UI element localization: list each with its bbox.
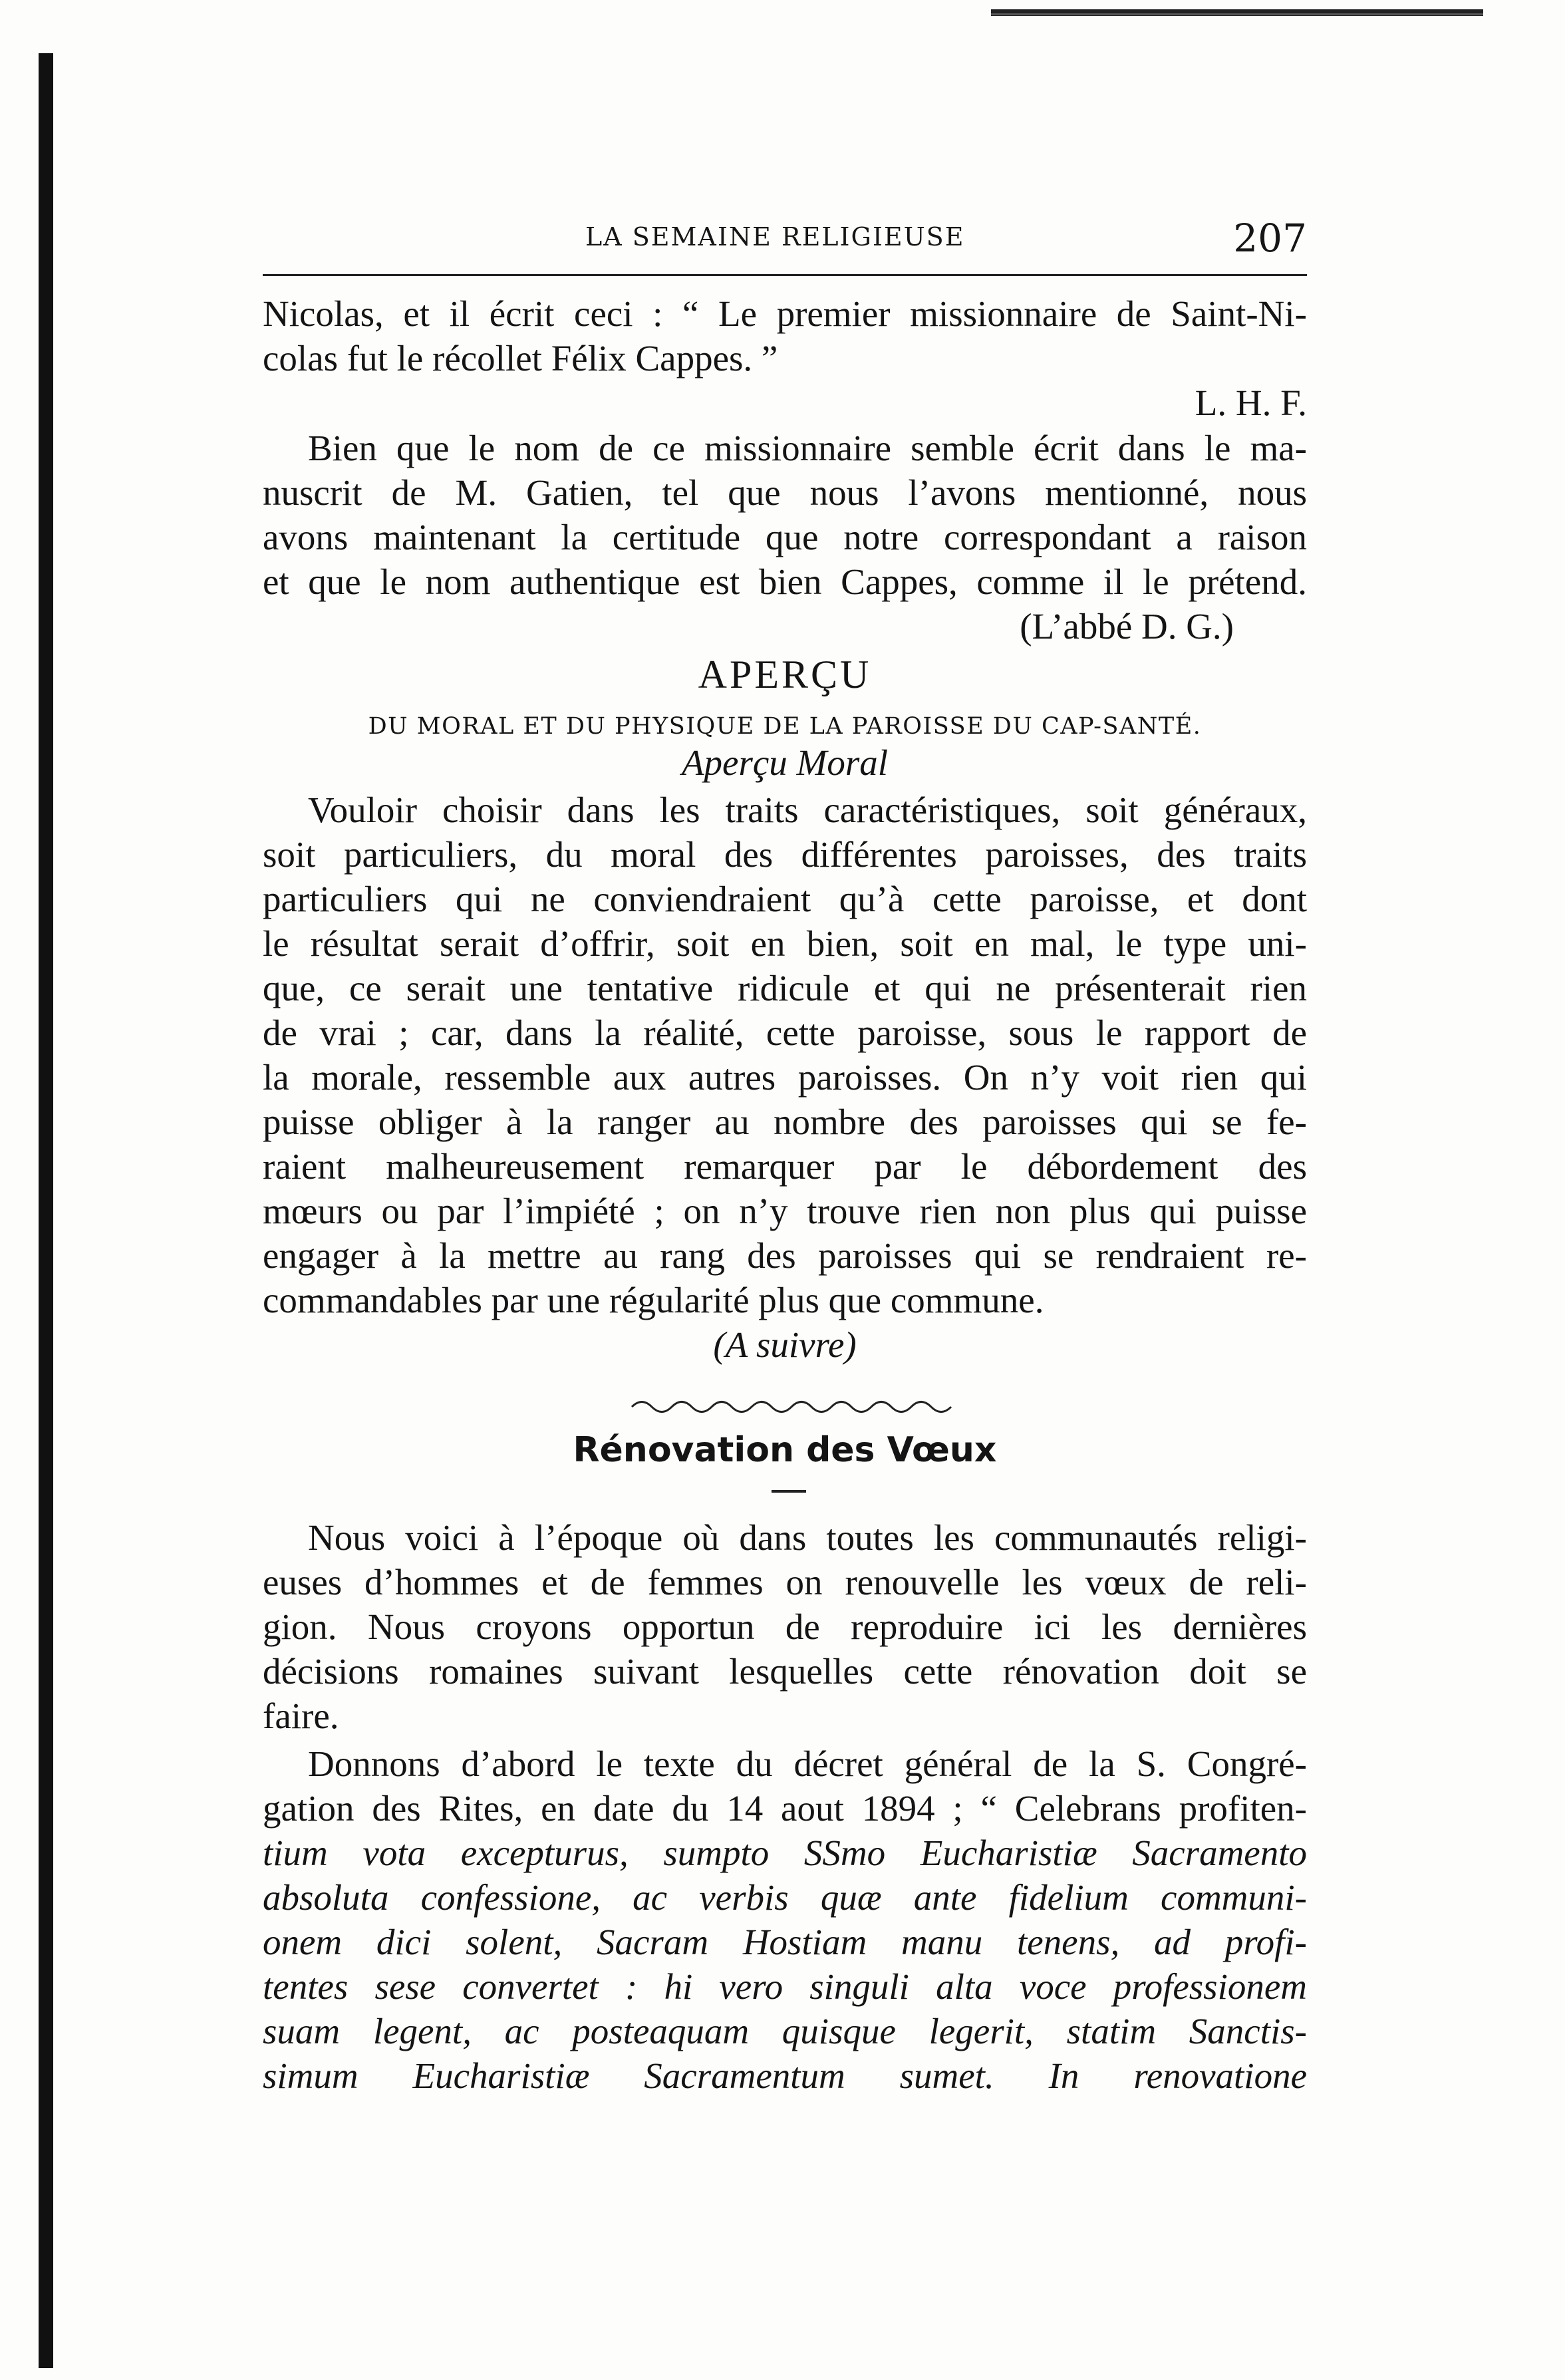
signature: (L’abbé D. G.) bbox=[1020, 606, 1234, 647]
text-line: colas fut le récollet Félix Cappes. ” bbox=[263, 338, 778, 378]
text-line: Vouloir choisir dans les traits caractéristiques, soit généraux, bbox=[308, 790, 1307, 830]
scan-edge-mark-thin bbox=[991, 13, 1483, 15]
continued-note: (A suivre) bbox=[713, 1324, 857, 1365]
text-line: euses d’hommes et de femmes on renouvelle les vœux de reli- bbox=[263, 1562, 1307, 1602]
section-heading: Aperçu Moral bbox=[681, 742, 889, 783]
text-line: tium vota excepturus, sumpto SSmo Eucharistiæ Sacramento bbox=[263, 1833, 1307, 1873]
running-title: LA SEMAINE RELIGIEUSE bbox=[585, 222, 965, 251]
binding-shadow bbox=[39, 53, 53, 2368]
text-line: gion. Nous croyons opportun de reproduire ici les dernières bbox=[263, 1606, 1307, 1647]
text-line: que, ce serait une tentative ridicule et qui ne présenterait rien bbox=[263, 968, 1307, 1008]
article-title: Rénovation des Vœux bbox=[573, 1430, 997, 1470]
text-line: la morale, ressemble aux autres paroisses. On n’y voit rien qui bbox=[263, 1057, 1307, 1098]
text-line: mœurs ou par l’impiété ; on n’y trouve rien non plus qui puisse bbox=[263, 1191, 1307, 1231]
text-line: raient malheureusement remarquer par le débordement des bbox=[263, 1146, 1307, 1187]
article-subtitle: DU MORAL ET DU PHYSIQUE DE LA PAROISSE DU CAP-SANTÉ. bbox=[368, 713, 1202, 740]
text-line: absoluta confessione, ac verbis quæ ante fidelium communi- bbox=[263, 1877, 1307, 1918]
text-line: Donnons d’abord le texte du décret général de la S. Congré- bbox=[308, 1743, 1307, 1784]
text-line: décisions romaines suivant lesquelles cette rénovation doit se bbox=[263, 1651, 1307, 1692]
text-line: et que le nom authentique est bien Cappes, comme il le prétend. bbox=[263, 561, 1307, 602]
signature: L. H. F. bbox=[1195, 382, 1307, 423]
article-title: APERÇU bbox=[698, 653, 872, 696]
title-rule bbox=[772, 1490, 806, 1493]
ornament-divider bbox=[629, 1387, 961, 1420]
header-rule bbox=[263, 274, 1307, 276]
text-line: Nicolas, et il écrit ceci : “ Le premier missionnaire de Saint-Ni- bbox=[263, 293, 1307, 334]
text-line: faire. bbox=[263, 1696, 339, 1736]
text-line: particuliers qui ne conviendraient qu’à cette paroisse, et dont bbox=[263, 879, 1307, 919]
page-number: 207 bbox=[1233, 216, 1307, 261]
text-line: engager à la mettre au rang des paroisses qui se rendraient re- bbox=[263, 1235, 1307, 1276]
text-line: Nous voici à l’époque où dans toutes les communautés religi- bbox=[308, 1517, 1307, 1558]
running-head bbox=[263, 216, 1307, 266]
text-line: tentes sese convertet : hi vero singuli alta voce professionem bbox=[263, 1966, 1307, 2007]
text-line: suam legent, ac posteaquam quisque legerit, statim Sanctis- bbox=[263, 2011, 1307, 2051]
text-line: nuscrit de M. Gatien, tel que nous l’avons mentionné, nous bbox=[263, 472, 1307, 513]
text-line: soit particuliers, du moral des différentes paroisses, des traits bbox=[263, 834, 1307, 875]
text-line: onem dici solent, Sacram Hostiam manu tenens, ad profi- bbox=[263, 1922, 1307, 1962]
text-line: de vrai ; car, dans la réalité, cette paroisse, sous le rapport de bbox=[263, 1012, 1307, 1053]
text-line: puisse obliger à la ranger au nombre des paroisses qui se fe- bbox=[263, 1102, 1307, 1142]
text-line: avons maintenant la certitude que notre correspondant a raison bbox=[263, 517, 1307, 557]
text-line: Bien que le nom de ce missionnaire semble écrit dans le ma- bbox=[308, 428, 1307, 468]
text-line: le résultat serait d’offrir, soit en bien, soit en mal, le type uni- bbox=[263, 923, 1307, 964]
text-line: gation des Rites, en date du 14 aout 1894 ; “ Celebrans profiten- bbox=[263, 1788, 1307, 1829]
text-line: simum Eucharistiæ Sacramentum sumet. In renovatione bbox=[263, 2055, 1307, 2096]
text-line: commandables par une régularité plus que commune. bbox=[263, 1280, 1044, 1320]
